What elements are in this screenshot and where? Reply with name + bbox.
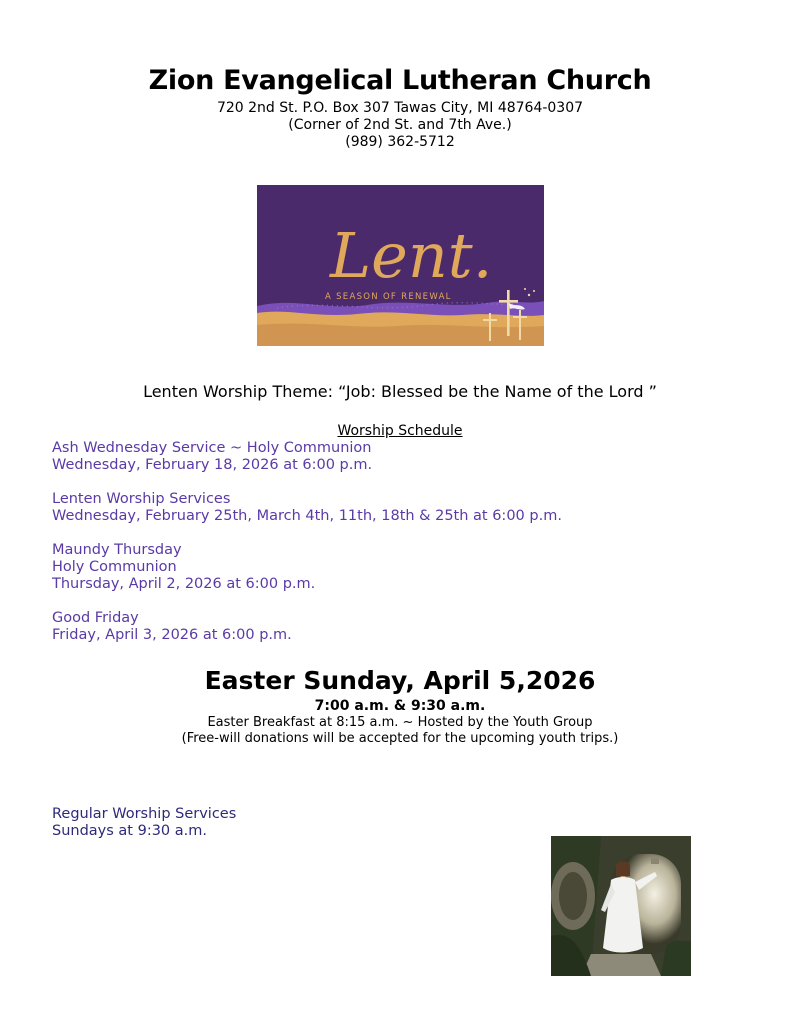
- service-line: Lenten Worship Services: [52, 491, 231, 507]
- service-line: Thursday, April 2, 2026 at 6:00 p.m.: [52, 576, 316, 592]
- banner-word: Lent.: [330, 219, 493, 292]
- services-list: [52, 440, 752, 661]
- risen-jesus-image: [551, 836, 691, 976]
- church-header: [0, 62, 800, 151]
- worship-schedule-heading: Worship Schedule: [337, 423, 463, 439]
- service-line: Maundy Thursday: [52, 542, 182, 558]
- lenten-theme: Lenten Worship Theme: “Job: Blessed be the Name of the Lord ”: [143, 382, 657, 401]
- service-line: Friday, April 3, 2026 at 6:00 p.m.: [52, 627, 292, 643]
- easter-section: [0, 664, 800, 747]
- service-good-friday: [52, 610, 752, 644]
- regular-worship: [52, 806, 236, 840]
- easter-breakfast: Easter Breakfast at 8:15 a.m. ~ Hosted by the Youth Group: [207, 715, 593, 730]
- service-line: Ash Wednesday Service ~ Holy Communion: [52, 440, 372, 456]
- lent-banner-image: [257, 185, 544, 346]
- banner-tagline: A SEASON OF RENEWAL: [325, 292, 452, 302]
- church-name: Zion Evangelical Lutheran Church: [148, 65, 652, 96]
- service-line: Wednesday, February 25th, March 4th, 11th, 18th & 25th at 6:00 p.m.: [52, 508, 562, 524]
- regular-worship-title: Regular Worship Services: [52, 806, 237, 822]
- service-line: Holy Communion: [52, 559, 177, 575]
- service-line: Wednesday, February 18, 2026 at 6:00 p.m.: [52, 457, 373, 473]
- regular-worship-time: Sundays at 9:30 a.m.: [52, 823, 207, 839]
- church-address: 720 2nd St. P.O. Box 307 Tawas City, MI 48764-0307: [216, 100, 584, 116]
- church-phone: (989) 362-5712: [345, 134, 455, 150]
- easter-donations: (Free-will donations will be accepted for the upcoming youth trips.): [181, 731, 619, 746]
- easter-times: 7:00 a.m. & 9:30 a.m.: [314, 698, 486, 714]
- service-lenten-worship: [52, 491, 752, 525]
- service-maundy-thursday: [52, 542, 752, 593]
- easter-title: Easter Sunday, April 5,2026: [204, 666, 596, 695]
- church-corner: (Corner of 2nd St. and 7th Ave.): [288, 117, 512, 133]
- service-ash-wednesday: [52, 440, 752, 474]
- service-line: Good Friday: [52, 610, 139, 626]
